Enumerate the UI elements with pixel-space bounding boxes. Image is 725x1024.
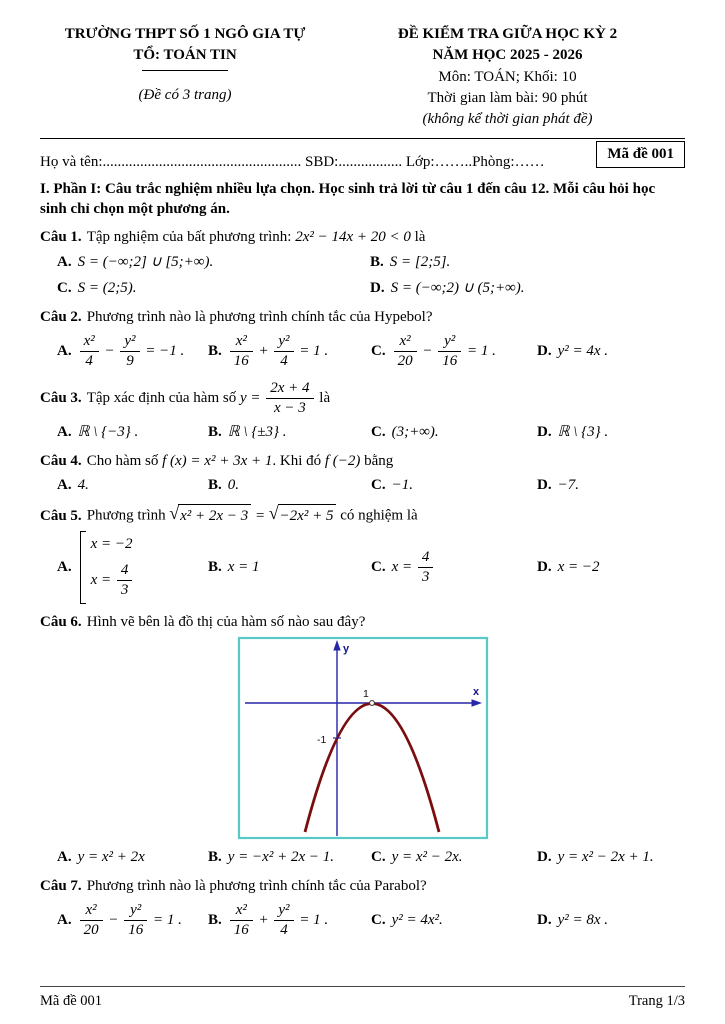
question-1-stem [40,227,685,249]
option-key: A. [57,342,72,359]
option-key: C. [371,849,386,866]
option-key: C. [57,279,72,296]
question-3 [40,379,685,443]
option-key: A. [57,253,72,270]
question-4-stem-math2: f (−2) [324,452,361,469]
question-1-option-b [370,252,685,273]
question-4 [40,451,685,497]
y-axis-label: y [342,643,349,656]
question-1-options [40,252,685,299]
question-3-option-d [537,422,685,443]
question-5-stem-post: có nghiệm là [336,507,418,524]
option-math: S = (−∞;2) ∪ (5;+∞). [390,279,525,296]
question-4-stem-post: bằng [360,452,394,469]
header-exam-block [330,24,685,130]
option-key: B. [370,253,384,270]
option-key: A. [57,558,72,575]
question-3-options [40,422,685,443]
option-math: x = −2 [557,558,600,575]
department-name: TỔ: TOÁN TIN [133,47,237,64]
question-6-option-a [57,847,208,868]
tick-label-minus-one: -1 [316,734,326,747]
question-7-stem-text: Phương trình nào là phương trình chính tắc của Parabol? [86,878,427,895]
question-5 [40,504,685,603]
question-5-options [40,531,685,604]
option-math: (3;+∞). [391,423,439,440]
option-key: B. [208,912,222,929]
option-math: −1. [391,477,413,494]
question-1-stem-post: là [410,229,426,246]
question-6-options [40,847,685,868]
question-1-option-d [370,278,685,299]
option-key: B. [208,477,222,494]
option-math: 4. [77,477,89,494]
question-4-option-c [371,475,537,496]
question-1 [40,227,685,299]
option-math: S = [2;5]. [389,253,451,270]
question-2-options [40,332,685,372]
graph-frame [239,638,487,838]
duration-line: Thời gian làm bài: 90 phút [427,89,588,106]
option-key: D. [370,279,385,296]
question-2-option-b [208,332,371,372]
question-7-label: Câu 7. [40,878,82,895]
question-1-option-a [57,252,370,273]
option-key: C. [371,912,386,929]
option-math: y = x² + 2x [77,849,145,866]
option-math: ℝ \ {−3} . [77,423,139,440]
option-key: A. [57,849,72,866]
question-2 [40,307,685,371]
option-math: $\frac{\text{x²}}{20}$ − $\frac{\text{y²}}{16}$ = 1 . [392,343,496,359]
header-school-block [40,24,330,130]
question-2-option-d [537,341,685,362]
question-7-option-c [371,910,537,931]
question-6-stem-text: Hình vẽ bên là đồ thị của hàm số nào sau đây? [86,613,366,630]
question-5-label: Câu 5. [40,507,82,524]
option-key: B. [208,849,222,866]
option-key: B. [208,342,222,359]
option-key: B. [208,558,222,575]
option-math: S = (−∞;2] ∪ [5;+∞). [77,253,214,270]
option-key: C. [371,558,386,575]
question-5-option-b [208,557,371,578]
option-math: y = x² − 2x + 1. [557,849,654,866]
option-math: −7. [557,477,579,494]
case-line-2: x = $\frac{4}{3}$ [91,561,135,601]
question-6-option-d [537,847,685,868]
option-math: $\frac{\text{x²}}{4}$ − $\frac{\text{y²}}{9}$ = −1 . [78,343,185,359]
school-name: TRƯỜNG THPT SỐ 1 NGÔ GIA TỰ [64,26,306,42]
option-math: y² = 4x². [391,912,443,929]
option-math: ℝ \ {±3} . [227,423,287,440]
question-3-option-c [371,422,537,443]
question-3-label: Câu 3. [40,390,82,407]
option-key: D. [537,849,552,866]
option-key: C. [371,342,386,359]
question-3-stem-math: y = $\frac{2x + 4}{x - 3}$ [240,390,316,406]
question-5-option-c [371,548,537,588]
option-key: C. [371,423,386,440]
question-7-option-a [57,901,208,941]
header-divider [40,138,685,139]
question-6-option-c [371,847,537,868]
section-heading: I. Phần I: Câu trắc nghiệm nhiều lựa chọn. Học sinh trả lời từ câu 1 đến câu 12. Mỗi câu hỏi học sinh chỉ chọn một phương án. [40,181,656,218]
question-7-option-b [208,901,371,941]
question-2-option-a [57,332,208,372]
question-4-option-b [208,475,371,496]
question-4-stem [40,451,685,473]
option-math: $\frac{\text{x²}}{16}$ + $\frac{\text{y²}}{4}$ = 1 . [228,912,328,928]
question-2-stem-text: Phương trình nào là phương trình chính tắc của Hypebol? [86,308,433,325]
option-math: y = x² − 2x. [391,849,463,866]
tick-label-one: 1 [362,688,369,701]
question-7-option-d [537,910,685,931]
question-6-stem [40,612,685,634]
question-4-label: Câu 4. [40,452,82,469]
subject-line: Môn: TOÁN; Khối: 10 [438,68,577,85]
question-6 [40,612,685,869]
exam-header [40,24,685,130]
option-math: S = (2;5). [77,279,137,296]
question-1-stem-math: 2x² − 14x + 20 < 0 [295,229,411,246]
question-1-label: Câu 1. [40,229,82,246]
case-line-1: x = −2 [90,536,133,553]
exam-title: ĐỀ KIỂM TRA GIỮA HỌC KỲ 2 [397,26,618,42]
option-key: D. [537,423,552,440]
question-1-option-c [57,278,370,299]
footer-exam-code: Mã đề 001 [40,992,103,1009]
question-6-graph-wrap [40,636,685,842]
question-7-options [40,901,685,941]
pages-note: (Đề có 3 trang) [138,86,232,103]
student-info-line [40,146,685,173]
option-math: ℝ \ {3} . [557,423,609,440]
questions-list [40,227,685,941]
option-math: 0. [227,477,240,494]
exam-code-box: Mã đề 001 [596,141,685,168]
question-6-option-b [208,847,371,868]
question-4-option-a [57,475,208,496]
question-2-option-c [371,332,537,372]
footer-row [40,991,685,1011]
question-6-label: Câu 6. [40,613,82,630]
question-5-stem-math: √ x² + 2x − 3 = √ −2x² + 5 [169,508,336,524]
footer-divider [40,986,685,987]
question-1-stem-text: Tập nghiệm của bất phương trình: [86,229,296,246]
page-footer [40,986,685,1011]
student-info-text: Họ và tên:..................................................... SBD:................. Lớp:……..Phòng:…… [40,154,545,171]
question-5-option-a [57,531,208,604]
question-4-stem-math: f (x) = x² + 3x + 1 [162,452,273,469]
question-3-stem [40,379,685,419]
question-7-stem [40,876,685,898]
option-math: $\frac{\text{x²}}{16}$ + $\frac{\text{y²}}{4}$ = 1 . [228,343,328,359]
option-key: A. [57,477,72,494]
option-math: $\frac{\text{x²}}{20}$ − $\frac{\text{y²}}{16}$ = 1 . [78,912,182,928]
question-4-option-d [537,475,685,496]
footer-page-number: Trang 1/3 [628,992,685,1009]
option-key: B. [208,423,222,440]
option-math: y² = 8x . [557,912,609,929]
option-key: D. [537,342,552,359]
question-5-option-d [537,557,685,578]
option-key: A. [57,423,72,440]
department-underline [142,70,228,71]
question-2-stem [40,307,685,329]
option-math: x = $\frac{4}{3}$ [392,559,436,575]
question-7 [40,876,685,940]
option-math: y = −x² + 2x − 1. [227,849,334,866]
option-key: A. [57,912,72,929]
option-key: D. [537,477,552,494]
question-4-stem-mid: . Khi đó [272,452,325,469]
question-6-graph [237,636,489,842]
duration-note: (không kể thời gian phát đề) [422,111,593,128]
question-3-stem-post: là [315,390,331,407]
option-key: D. [537,912,552,929]
question-2-label: Câu 2. [40,308,82,325]
question-3-stem-text: Tập xác định của hàm số [86,390,240,407]
question-4-stem-text: Cho hàm số [86,452,163,469]
option-key: D. [537,558,552,575]
school-year: NĂM HỌC 2025 - 2026 [432,47,583,64]
solution-cases-bracket [80,531,135,604]
vertex-point [369,701,374,706]
question-5-stem-text: Phương trình [86,507,170,524]
question-5-stem [40,504,685,528]
question-4-options [40,475,685,496]
option-key: C. [371,477,386,494]
x-axis-label: x [472,686,479,699]
question-3-option-a [57,422,208,443]
option-math: y² = 4x . [557,342,609,359]
option-math: x = 1 [227,558,260,575]
question-3-option-b [208,422,371,443]
